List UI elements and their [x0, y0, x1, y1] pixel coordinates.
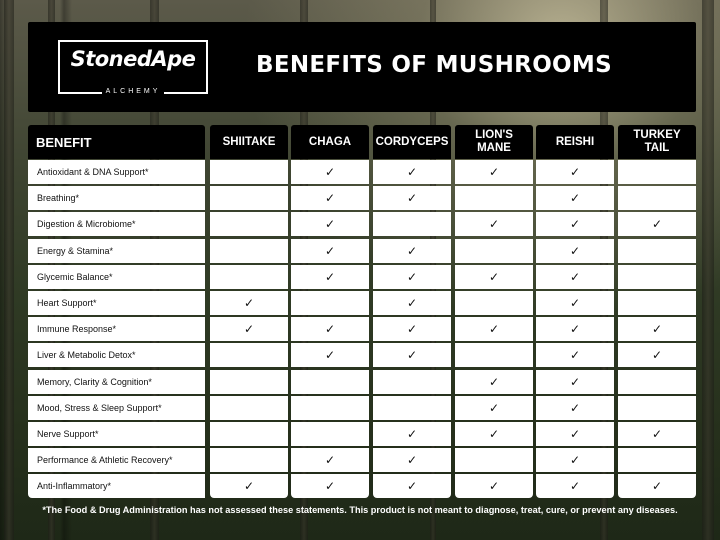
empty-cell: [618, 265, 696, 289]
benefit-label: Energy & Stamina*: [28, 239, 205, 263]
check-icon: ✓: [291, 474, 369, 498]
empty-cell: [291, 396, 369, 420]
check-icon: ✓: [373, 343, 451, 367]
empty-cell: [373, 212, 451, 236]
check-icon: ✓: [536, 343, 614, 367]
benefit-label: Memory, Clarity & Cognition*: [28, 370, 205, 394]
empty-cell: [210, 448, 288, 472]
column-header: SHIITAKE: [210, 125, 288, 159]
empty-cell: [210, 160, 288, 184]
column-header: REISHI: [536, 125, 614, 159]
tree-trunk: [4, 0, 14, 540]
benefit-label: Digestion & Microbiome*: [28, 212, 205, 236]
check-icon: ✓: [373, 422, 451, 446]
check-icon: ✓: [373, 291, 451, 315]
empty-cell: [455, 448, 533, 472]
benefit-label: Liver & Metabolic Detox*: [28, 343, 205, 367]
check-icon: ✓: [373, 160, 451, 184]
empty-cell: [618, 239, 696, 263]
empty-cell: [210, 422, 288, 446]
check-icon: ✓: [536, 396, 614, 420]
check-icon: ✓: [455, 265, 533, 289]
logo-subtext: ALCHEMY: [102, 88, 165, 95]
check-icon: ✓: [210, 317, 288, 341]
tree-trunk: [702, 0, 714, 540]
check-icon: ✓: [373, 186, 451, 210]
empty-cell: [618, 396, 696, 420]
empty-cell: [455, 343, 533, 367]
check-icon: ✓: [536, 265, 614, 289]
column-header: CORDYCEPS: [373, 125, 451, 159]
header-banner: [28, 22, 696, 112]
check-icon: ✓: [373, 474, 451, 498]
empty-cell: [455, 291, 533, 315]
check-icon: ✓: [455, 396, 533, 420]
empty-cell: [373, 396, 451, 420]
empty-cell: [618, 186, 696, 210]
check-icon: ✓: [291, 448, 369, 472]
check-icon: ✓: [210, 474, 288, 498]
brand-logo: [58, 40, 208, 94]
check-icon: ✓: [455, 212, 533, 236]
empty-cell: [618, 370, 696, 394]
check-icon: ✓: [373, 265, 451, 289]
check-icon: ✓: [536, 474, 614, 498]
check-icon: ✓: [536, 186, 614, 210]
column-header: TURKEY TAIL: [618, 125, 696, 159]
benefit-label: Glycemic Balance*: [28, 265, 205, 289]
benefit-label: Performance & Athletic Recovery*: [28, 448, 205, 472]
check-icon: ✓: [536, 370, 614, 394]
check-icon: ✓: [455, 474, 533, 498]
empty-cell: [210, 396, 288, 420]
empty-cell: [210, 186, 288, 210]
check-icon: ✓: [536, 160, 614, 184]
check-icon: ✓: [455, 422, 533, 446]
empty-cell: [373, 370, 451, 394]
benefit-label: Immune Response*: [28, 317, 205, 341]
check-icon: ✓: [618, 343, 696, 367]
check-icon: ✓: [536, 422, 614, 446]
empty-cell: [210, 265, 288, 289]
empty-cell: [455, 239, 533, 263]
benefit-label: Antioxidant & DNA Support*: [28, 160, 205, 184]
check-icon: ✓: [536, 212, 614, 236]
column-header: LION'S MANE: [455, 125, 533, 159]
check-icon: ✓: [536, 239, 614, 263]
column-header: CHAGA: [291, 125, 369, 159]
empty-cell: [618, 160, 696, 184]
empty-cell: [210, 370, 288, 394]
check-icon: ✓: [536, 448, 614, 472]
empty-cell: [618, 448, 696, 472]
check-icon: ✓: [536, 317, 614, 341]
check-icon: ✓: [291, 265, 369, 289]
check-icon: ✓: [373, 448, 451, 472]
check-icon: ✓: [455, 160, 533, 184]
check-icon: ✓: [455, 370, 533, 394]
benefit-label: Breathing*: [28, 186, 205, 210]
check-icon: ✓: [291, 317, 369, 341]
benefit-label: Mood, Stress & Sleep Support*: [28, 396, 205, 420]
check-icon: ✓: [536, 291, 614, 315]
empty-cell: [210, 212, 288, 236]
benefit-label: Anti-Inflammatory*: [28, 474, 205, 498]
check-icon: ✓: [291, 186, 369, 210]
empty-cell: [455, 186, 533, 210]
check-icon: ✓: [291, 160, 369, 184]
check-icon: ✓: [618, 317, 696, 341]
check-icon: ✓: [291, 239, 369, 263]
page-title: BENEFITS OF MUSHROOMS: [256, 52, 612, 78]
check-icon: ✓: [618, 212, 696, 236]
benefit-label: Nerve Support*: [28, 422, 205, 446]
check-icon: ✓: [291, 343, 369, 367]
empty-cell: [291, 422, 369, 446]
empty-cell: [210, 343, 288, 367]
check-icon: ✓: [373, 317, 451, 341]
empty-cell: [291, 291, 369, 315]
empty-cell: [291, 370, 369, 394]
check-icon: ✓: [210, 291, 288, 315]
check-icon: ✓: [455, 317, 533, 341]
column-header-benefit: BENEFIT: [28, 125, 205, 159]
logo-text: StonedApe: [70, 47, 196, 71]
empty-cell: [210, 239, 288, 263]
disclaimer-footnote: *The Food & Drug Administration has not assessed these statements. This product is not meant to diagnose, treat, cure, or prevent any diseases.: [42, 505, 678, 515]
benefit-label: Heart Support*: [28, 291, 205, 315]
empty-cell: [618, 291, 696, 315]
check-icon: ✓: [618, 474, 696, 498]
check-icon: ✓: [373, 239, 451, 263]
check-icon: ✓: [618, 422, 696, 446]
check-icon: ✓: [291, 212, 369, 236]
